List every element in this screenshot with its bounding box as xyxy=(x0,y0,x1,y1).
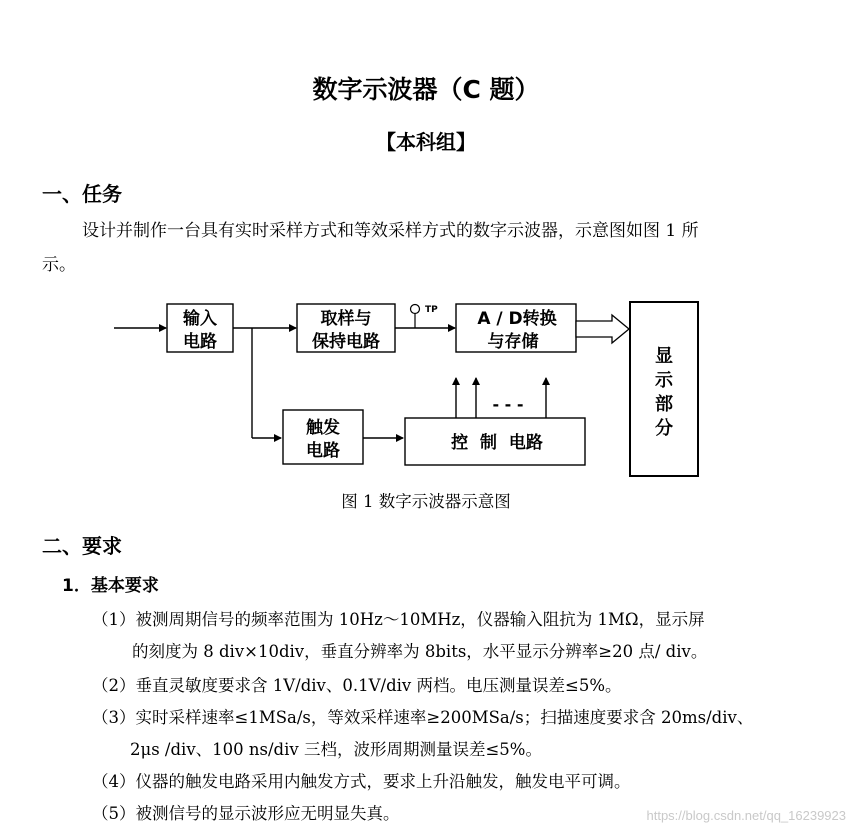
tp-label: TP xyxy=(425,305,438,315)
document-subtitle: 【本科组】 xyxy=(376,130,476,154)
section-heading-requirements: 二、要求 xyxy=(42,534,122,558)
display-label-2: 示 xyxy=(655,370,673,391)
requirement-1-line2: 的刻度为 8 div×10div，垂直分辨率为 8bits，水平显示分辨率≥20 点/ div。 xyxy=(132,642,708,661)
control-label: 控 制 电路 xyxy=(451,433,543,453)
task-paragraph-line2: 示。 xyxy=(42,255,76,275)
trigger-label-2: 电路 xyxy=(306,441,340,461)
display-label-3: 部 xyxy=(655,394,673,415)
adc-storage-label-1: A / D转换 xyxy=(477,309,557,329)
input-circuit-label-2: 电路 xyxy=(183,332,217,352)
requirement-5: （5）被测信号的显示波形应无明显失真。 xyxy=(92,804,400,823)
display-label-1: 显 xyxy=(655,346,673,367)
requirement-3-line1: （3）实时采样速率≤1MSa/s，等效采样速率≥200MSa/s；扫描速度要求含 20ms/div、 xyxy=(92,708,754,727)
requirement-2: （2）垂直灵敏度要求含 1V/div、0.1V/div 两档。电压测量误差≤5%。 xyxy=(92,676,622,695)
oscilloscope-block-diagram xyxy=(0,290,852,490)
adc-storage-label-2: 与存储 xyxy=(487,332,539,352)
display-label-4: 分 xyxy=(655,418,673,439)
input-circuit-label-1: 输入 xyxy=(183,309,217,329)
sample-hold-label-1: 取样与 xyxy=(320,309,372,329)
figure-caption: 图 1 数字示波器示意图 xyxy=(341,492,511,511)
section-heading-task: 一、任务 xyxy=(42,182,122,206)
subsection-basic-requirements: 1．基本要求 xyxy=(62,576,159,596)
control-ellipsis: - - - xyxy=(492,395,524,414)
tp-point xyxy=(411,305,420,314)
task-paragraph-line1: 设计并制作一台具有实时采样方式和等效采样方式的数字示波器，示意图如图 1 所 xyxy=(82,221,699,241)
source-watermark: https://blog.csdn.net/qq_16239923 xyxy=(646,808,846,823)
sample-hold-label-2: 保持电路 xyxy=(312,332,380,352)
requirement-4: （4）仪器的触发电路采用内触发方式，要求上升沿触发，触发电平可调。 xyxy=(92,772,631,791)
document-title: 数字示波器（C 题） xyxy=(312,75,540,104)
data-flow-arrow xyxy=(576,315,629,343)
requirement-3-line2: 2μs /div、100 ns/div 三档，波形周期测量误差≤5%。 xyxy=(130,740,542,759)
trigger-label-1: 触发 xyxy=(306,418,340,438)
requirement-1-line1: （1）被测周期信号的频率范围为 10Hz～10MHz，仪器输入阻抗为 1MΩ，显示屏 xyxy=(92,610,705,629)
